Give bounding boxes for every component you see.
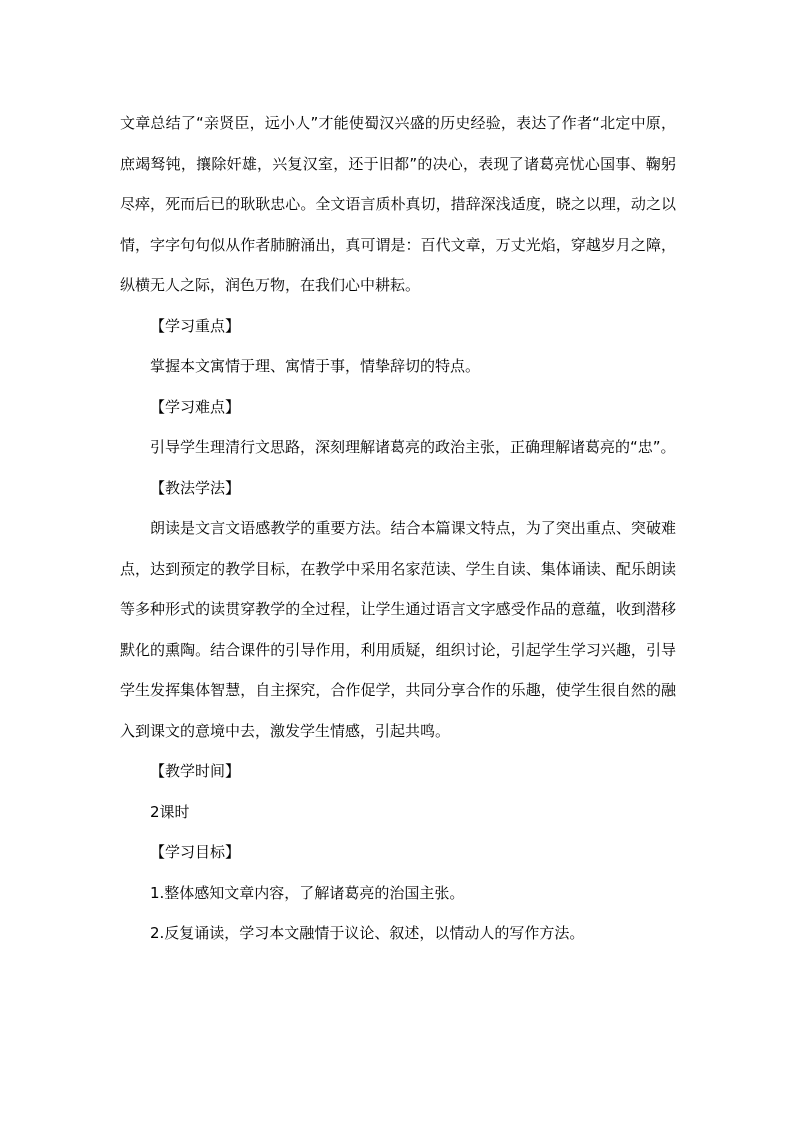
objectives-heading: 【学习目标】 [150, 843, 241, 861]
objective-item-1: 1.整体感知文章内容，了解诸葛亮的治国主张。 [150, 883, 465, 902]
intro-paragraph: 文章总结了“亲贤臣，远小人”才能使蜀汉兴盛的历史经验，表达了作者“北定中原，庶竭驽钝，攘除奸雄，兴复汉室，还于旧都”的决心，表现了诸葛亮忧心国事、鞠躬尽瘁，死而后已的耿耿忠心。全文语言质朴真切，措辞深浅适度，晓之以理，动之以情，字字句句似从作者肺腑涌出，真可谓是：百代文章，万丈光焰，穿越岁月之障，纵横无人之际，润色万物，在我们心中耕耘。 [120, 114, 676, 294]
difficulties-text: 引导学生理清行文思路，深刻理解诸葛亮的政治主张，正确理解诸葛亮的“忠”。 [150, 438, 676, 456]
key-points-heading: 【学习重点】 [150, 316, 241, 335]
teaching-time-heading: 【教学时间】 [150, 762, 241, 780]
document-body [120, 103, 676, 954]
objective-item-2: 2.反复诵读，学习本文融情于议论、叙述，以情动人的写作方法。 [150, 924, 585, 942]
key-points-text: 掌握本文寓情于理、寓情于事，情挚辞切的特点。 [150, 357, 481, 375]
teaching-time-text: 2课时 [150, 802, 190, 821]
methods-text: 朗读是文言文语感教学的重要方法。结合本篇课文特点，为了突出重点、突破难点，达到预定的教学目标，在教学中采用名家范读、学生自读、集体诵读、配乐朗读等多种形式的读贯穿教学的全过程，让学生通过语言文字感受作品的意蕴，收到潜移默化的熏陶。结合课件的引导作用，利用质疑，组织讨论，引起学生学习兴趣，引导学生发挥集体智慧，自主探究，合作促学，共同分享合作的乐趣，使学生很自然的融入到课文的意境中去，激发学生情感，引起共鸣。 [120, 519, 676, 740]
methods-heading: 【教法学法】 [150, 478, 241, 497]
difficulties-heading: 【学习难点】 [150, 397, 241, 416]
